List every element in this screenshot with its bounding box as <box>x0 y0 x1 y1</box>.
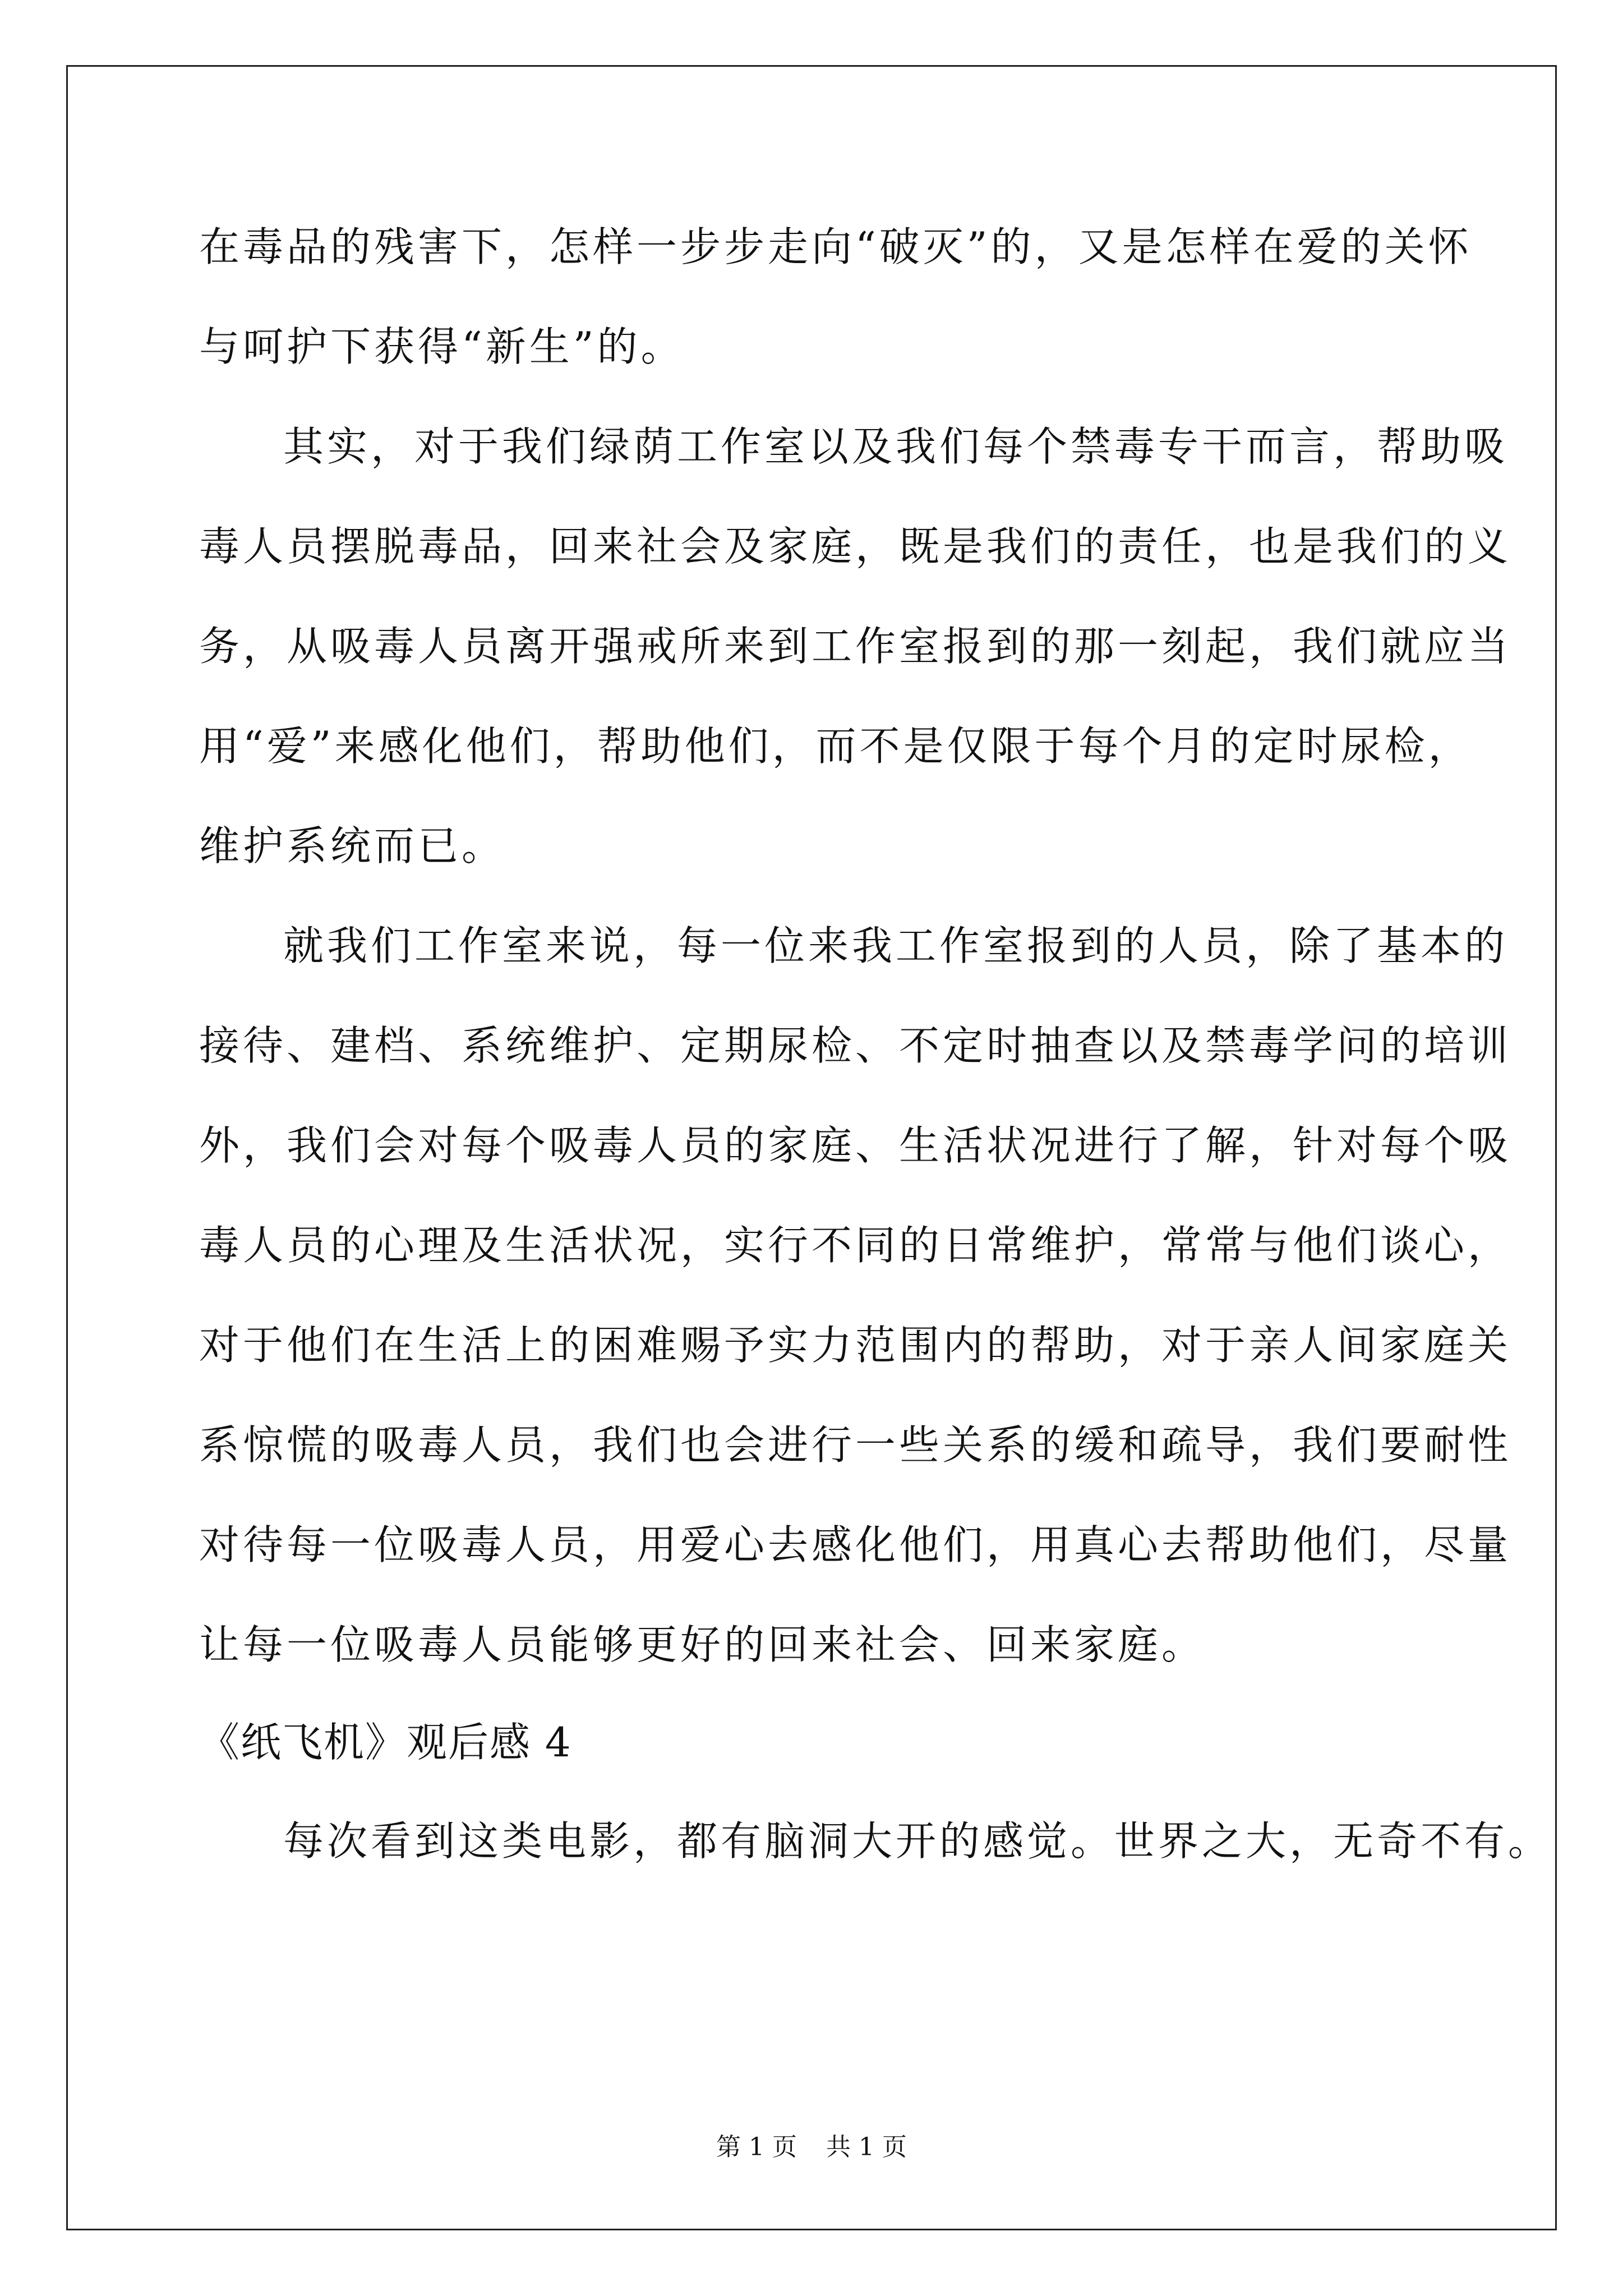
paragraph-2-line-5: 维护系统而已。 <box>199 822 506 869</box>
paragraph-3-line-8: 让每一位吸毒人员能够更好的回来社会、回来家庭。 <box>199 1621 1206 1668</box>
paragraph-3-line-3: 外，我们会对每个吸毒人员的家庭、生活状况进行了解，针对每个吸 <box>199 1122 1512 1169</box>
paragraph-2-line-4: 用“爱”来感化他们，帮助他们，而不是仅限于每个月的定时尿检， <box>199 723 1472 770</box>
paragraph-2-line-3: 务，从吸毒人员离开强戒所来到工作室报到的那一刻起，我们就应当 <box>199 623 1512 670</box>
paragraph-1-line-1: 在毒品的残害下，怎样一步步走向“破灭”的，又是怎样在爱的关怀 <box>199 223 1472 270</box>
paragraph-2-line-1: 其实，对于我们绿荫工作室以及我们每个禁毒专干而言，帮助吸 <box>283 423 1509 470</box>
section-heading: 《纸飞机》观后感 4 <box>199 1719 572 1766</box>
paragraph-3-line-5: 对于他们在生活上的困难赐予实力范围内的帮助，对于亲人间家庭关 <box>199 1322 1512 1369</box>
paragraph-3-line-2: 接待、建档、系统维护、定期尿检、不定时抽查以及禁毒学问的培训 <box>199 1022 1512 1069</box>
paragraph-1-line-2: 与呵护下获得“新生”的。 <box>199 323 685 370</box>
paragraph-3-line-6: 系惊慌的吸毒人员，我们也会进行一些关系的缓和疏导，我们要耐性 <box>199 1421 1512 1469</box>
page-number-total: 共 1 页 <box>826 2133 907 2161</box>
page-footer <box>0 2131 1623 2164</box>
page-number-current: 第 1 页 <box>716 2133 797 2161</box>
closing-paragraph: 每次看到这类电影，都有脑洞大开的感觉。世界之大，无奇不有。 <box>283 1818 1552 1865</box>
paragraph-2-line-2: 毒人员摆脱毒品，回来社会及家庭，既是我们的责任，也是我们的义 <box>199 523 1512 570</box>
paragraph-3-line-7: 对待每一位吸毒人员，用爱心去感化他们，用真心去帮助他们，尽量 <box>199 1521 1512 1568</box>
paragraph-3-line-1: 就我们工作室来说，每一位来我工作室报到的人员，除了基本的 <box>283 922 1509 969</box>
paragraph-3-line-4: 毒人员的心理及生活状况，实行不同的日常维护，常常与他们谈心， <box>199 1222 1512 1269</box>
